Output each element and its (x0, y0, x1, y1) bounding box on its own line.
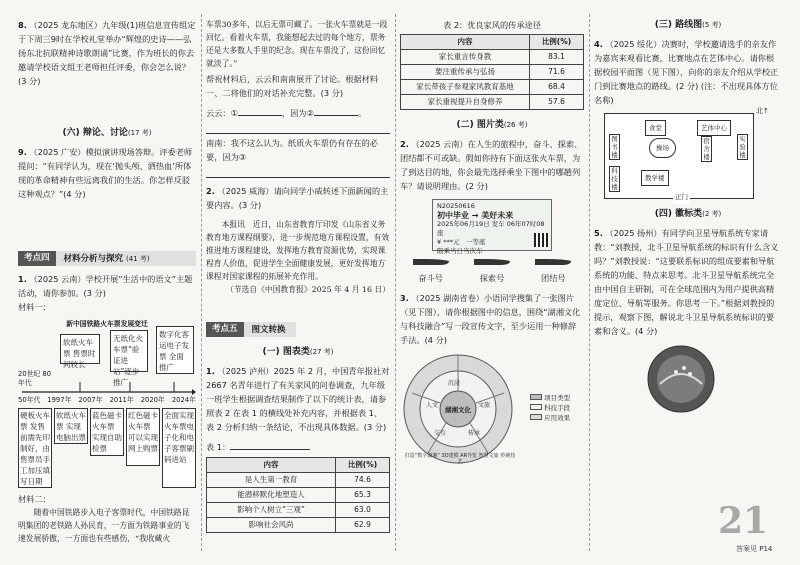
wheel-legend: 项目类型 科技手段 应用效果 (530, 393, 570, 423)
section-debate: (六) 辩论、讨论(17 考) (62, 128, 152, 138)
ticket-serial: N20250616 (437, 202, 475, 210)
question-2-weihai: 2. （2025 威海）请向同学小威转述下面新闻的主要内容。(3 分) (206, 186, 389, 210)
news-source: （节选自《中国教育报》2025 年 4 月 16 日） (225, 285, 390, 294)
north-arrow-icon: 北↑ (756, 107, 769, 115)
section-logo: (四) 徽标类(2 考) (654, 209, 722, 219)
table-1-caption: 表 1： (206, 440, 390, 454)
dialogue-yunyun: 云云：① ，因为② 。 (206, 108, 367, 118)
map-playground: 操场 (649, 138, 676, 158)
train-icon (472, 257, 512, 267)
campus-map (604, 113, 754, 199)
news-text: 本报讯 近日，山东省教育厅印发《山东省义务教育地方课程纲要》，进一步规范地方课程设置，有效推进地方课程建设，发挥地方教育资源优势，实现课程育人价值，促进学生全面健康发展，更好发挥地方课程对国家课程的拓展补充作用。 (206, 220, 390, 281)
ticket-from: 初中毕业 (437, 211, 469, 220)
topic-bar-5: 考点五 图文转换 (206, 322, 296, 337)
map-canteen: 食堂 (645, 120, 666, 136)
column-4 (594, 18, 782, 414)
material-2-continued: 车票30多年，以后无票可藏了。一张火车票就是一段回忆。看着火车票，我能想起去过的每个地方，票务还是大多数人手里的纪念。现在车票没了，这份回忆就淡了。” (206, 20, 388, 68)
column-divider (589, 14, 590, 551)
map-gate: 正门 (673, 190, 690, 204)
column-divider (201, 14, 202, 551)
table-header: 内容 比例(%) (207, 458, 390, 473)
timeline-bottom-box: 硬板火车票 发售前需先印制好，由售票员手工加压填写日期 (18, 408, 52, 488)
table-row: 家长重视提升自身修养 57.6 (401, 95, 584, 110)
dialogue-nannan: 南南：我不这么认为。纸质火车票仍有存在的必要，因为③ (206, 138, 378, 162)
table-row: 是人生第一教育 74.6 (207, 473, 390, 488)
question-1-yunnan: 1. （2025 云南）学校开展“生活中的语文”主题活动，请你参加。(3 分) 材料一： (18, 274, 193, 312)
answer-line[interactable] (206, 164, 390, 178)
table-row: 要注重传承与弘扬 71.6 (401, 65, 584, 80)
answer-blank-2[interactable] (314, 106, 358, 116)
chart-title: 新中国铁路火车票发展变迁 (66, 320, 148, 328)
answer-reference[interactable]: 答案见 P14 (736, 545, 773, 553)
map-science: 科技楼 (609, 166, 620, 192)
dialogue-task: 帮祝材料后，云云和南南展开了讨论。根据材料一、二将他们的对话补充完整。(3 分) (206, 74, 378, 98)
map-arts-center: 艺体中心 (697, 120, 731, 136)
table-row: 家长重言传身教 83.1 (401, 50, 584, 65)
map-library: 图书楼 (609, 134, 620, 160)
timeline-top-box: 数字化客运电子发票 全面推广 (156, 326, 194, 374)
column-1 (18, 18, 196, 545)
material-2-text: 随着中国铁路步入电子客票时代，中国铁路昆明集团的老铁路人孙民育，一方面为铁路事业的飞速发展骄傲，一方面也有些感伤，“我收藏火 (18, 508, 190, 543)
timeline-bottom-box: 软纸火车票 实现电脑出票 (54, 408, 88, 444)
wheel-center: 湖湘文化 (445, 406, 471, 414)
question-1-luzhou: 1. （2025 泸州）2025 年 2 月，中国青年报社对 2667 名青年进行了有关家风的问卷调查，九年级一班学生根据调查结果制作了以下的统计表，请参照表 2 在表 1 的横线处补充内容，并根据表 1、表 2 分析归纳一条结论，不出现具体数据。(3 分) (206, 366, 390, 432)
answer-blank-1[interactable] (238, 106, 282, 116)
column-divider (395, 14, 396, 551)
table-1 (206, 457, 390, 533)
question-5-yangzhou: 5. （2025 扬州）有同学向卫星导航系统专家请教：“刘教授，北斗卫星导航系统的标识有什么含义吗？”刘教授说：“这要联系标识的组成要素和导航系统的功能、特点来思考。北斗卫星导航系统完全由中国自主研制，可在全球范围内为用户提供高精度定位、导航等服务。你思考一下。”根据刘教授的提示，观察下图，解说北斗卫星导航系统标识的要素和含义。(4 分) (594, 228, 779, 336)
topic-bar-4: 考点四 材料分析与探究 (41 考) (18, 251, 196, 266)
beidou-logo-icon (646, 344, 716, 414)
timeline-bottom-box: 红色磁卡火车票 可以实现网上购票 (126, 408, 160, 466)
timeline-label: 20世纪 80年代 (18, 370, 52, 387)
timeline-top-box: 软纸火车票 售票时间较长 (60, 334, 100, 364)
question-9: 9. （2025 广安）模拟演讲现场答辩。评委老师提问：“有同学认为，现在‘抛头颅、洒热血’所体现的革命精神有些远离我们的生活。你怎样反驳这种观点？”(4 分) (18, 147, 193, 199)
culture-wheel-figure: 湖湘文化 沉浸 人文 文旅 交互 传承 打造“数字湖湘” 3D建模 AR导览 智慧文旅 传统技艺 项目类型 科技手段 应用效果 (400, 353, 584, 465)
question-4-suihua: 4. （2025 绥化）决赛时，学校邀请选手的亲友作为嘉宾来观看比赛，比赛地点在艺体中心。请你根据校园平面图（见下图），向你的亲友介绍从学校正门到比赛地点的路线。(2 分) (注：不出现具体方位名称) (594, 39, 779, 105)
material-2-label: 材料二： (18, 494, 51, 504)
column-3 (400, 18, 584, 465)
beidou-logo (646, 344, 716, 414)
question-2-yunnan: 2. （2025 云南）在人生的旅程中，奋斗、探索、团结都不可或缺。假如你持有下面这张火车票，为了到达目的地，你会最先选择乘坐下图中的哪趟列车？请说明理由。(2 分) (400, 139, 583, 191)
answer-line[interactable] (206, 120, 390, 134)
railway-timeline-chart (18, 320, 196, 492)
question-text: （2025 广安）模拟演讲现场答辩。评委老师提问：“有同学认为，现在‘抛头颅、洒热血’所体现的革命精神有些远离我们的生活。你怎样反驳这种观点？”(4 分) (18, 147, 193, 199)
train-option[interactable]: 团结号 (533, 257, 573, 285)
page-number: 21 (718, 500, 769, 542)
column-2 (206, 18, 390, 533)
train-option[interactable]: 奋斗号 (411, 257, 451, 285)
section-route-map: (三) 路线图(5 考) (654, 20, 722, 30)
question-8: 8. （2025 龙东地区）九年级(1)班信息宣传组定于下周三9时在学校礼堂举办“辉煌的史诗——弘扬东北抗联精神诗歌朗诵”比赛，作为班长的你去邀请学校语文组王老师担任评委，你会怎么说？(3 分) (18, 20, 196, 86)
train-options (400, 257, 584, 285)
table-row: 影响个人树立“三观” 63.0 (207, 503, 390, 518)
train-ticket: N20250616 初中毕业 → 美好未来 2025年06月19日 发车 06年07时08座 ¥ ***元 一等座 限乘当日当次车 (432, 199, 552, 251)
ticket-to: 美好未来 (481, 211, 514, 220)
train-option[interactable]: 探索号 (472, 257, 512, 285)
question-text: （2025 龙东地区）九年级(1)班信息宣传组定于下周三9时在学校礼堂举办“辉煌的史诗——弘扬东北抗联精神诗歌朗诵”比赛，作为班长的你去邀请学校语文组王老师担任评委，你会怎么说？(3 分) (18, 20, 196, 86)
train-icon (533, 257, 573, 267)
section-charts: (一) 图表类(27 考) (262, 347, 334, 357)
train-icon (411, 257, 451, 267)
qr-code-icon (534, 233, 548, 247)
timeline-years: 50年代 1997年 2007年 2011年 2020年 2024年 (18, 396, 196, 404)
table-row: 家长带孩子参观家风教育基地 68.4 (401, 80, 584, 95)
timeline-top-box: 无纸化火车票“验证进站”逐步推广 (110, 330, 148, 372)
table-row: 影响社会风尚 62.9 (207, 518, 390, 533)
map-lab: 实验楼 (737, 134, 748, 160)
table-2 (400, 34, 584, 110)
timeline-bottom-box: 蓝色磁卡火车票 实现自助检票 (90, 408, 124, 456)
timeline-bottom-box: 全面实现火车票电子化和电子客票刷码进站 (162, 408, 196, 488)
map-dorm: 宿舍楼 (701, 136, 712, 162)
table-header: 内容 比例(%) (401, 35, 584, 50)
table-2-caption: 表 2：优良家风的传承途径 (443, 20, 541, 30)
section-pictures: (二) 图片类(26 考) (456, 120, 528, 130)
question-3-hunan: 3. （2025 湖南省卷）小语同学搜集了一张图片（见下图），请你根据图中的信息，围绕“湖湘文化与科技融合”写一段宣传文字，至少运用一种修辞手法。(4 分) (400, 293, 581, 345)
table-row: 能潜移默化地塑造人 65.3 (207, 488, 390, 503)
answer-blank-3[interactable] (230, 440, 310, 450)
wheel-outer-text: 打造“数字湖湘” 3D建模 AR导览 智慧文旅 传统技艺 (404, 453, 516, 465)
map-teaching: 教学楼 (641, 170, 669, 186)
